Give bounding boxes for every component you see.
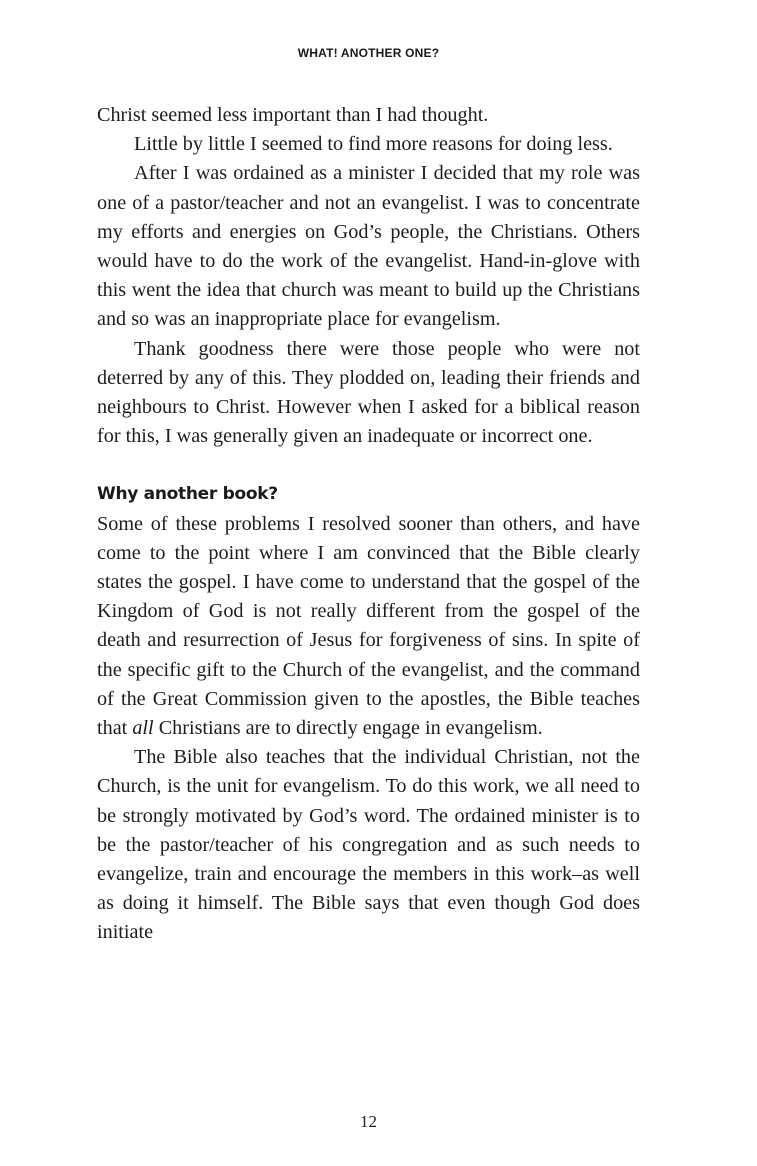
paragraph: Thank goodness there were those people who were not deterred by any of this. They plodded on, leading their friends and neighbours to Christ. However when I asked for a biblical reason for this, I was generally given an inadequate or incorrect one. <box>97 337 640 448</box>
paragraph: Little by little I seemed to find more reasons for doing less. <box>134 133 613 156</box>
paragraph-text: Some of these problems I resolved sooner than others, and have come to the point where I am convinced that the Bible clearly states the gospel. I have come to understand that the gospel of the Kingdom of God is not really different from the gospel of the death and resurrection of Jesus for forgiveness of sins. In spite of the specific gift to the Church of the evangelist, and the command of the Great Commission given to the apostles, the Bible teaches that <box>97 512 640 740</box>
section-heading: Why another book? <box>97 484 278 505</box>
paragraph-text: Christians are to directly engage in evangelism. <box>153 717 543 740</box>
book-page <box>97 0 640 1166</box>
body-text <box>97 101 640 948</box>
page-number: 12 <box>360 1112 377 1131</box>
paragraph: After I was ordained as a minister I decided that my role was one of a pastor/teacher and not an evangelist. I was to concentrate my efforts and energies on God’s people, the Christians. Others would have to do the work of the evangelist. Hand-in-glove with this went the idea that church was meant to build up the Christians and so was an inappropriate place for evangelism. <box>97 162 640 331</box>
paragraph-continuation: Christ seemed less important than I had thought. <box>97 104 489 126</box>
paragraph: The Bible also teaches that the individual Christian, not the Church, is the unit for evangelism. To do this work, we all need to be strongly motivated by God’s word. The ordained minister is to be the pastor/teacher of his congregation and as such needs to evangelize, train and encourage the members in this work–as well as doing it himself. The Bible says that even though God does initiate <box>97 746 640 944</box>
emphasis-text: all <box>132 717 154 740</box>
paragraph <box>97 510 640 744</box>
running-head: WHAT! ANOTHER ONE? <box>297 46 440 60</box>
